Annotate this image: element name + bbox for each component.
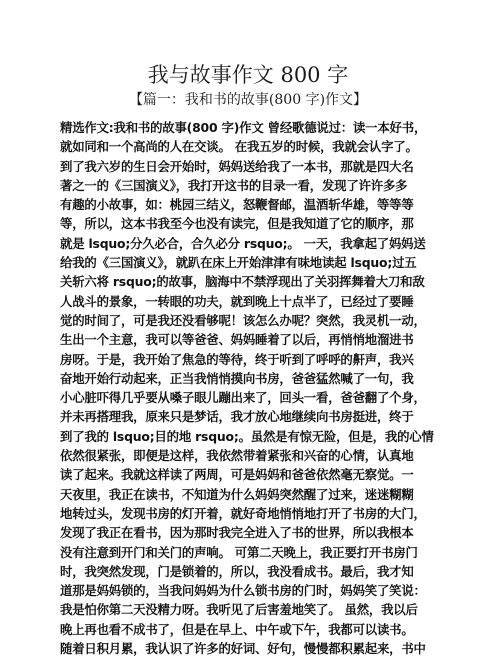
body-line: 并未再搭理我，原来只是梦话，我才放心地继续向书房挺进，终于	[60, 409, 414, 425]
body-line: 到了我六岁的生日会开始时，妈妈送给我了一本书，那就是四大名	[60, 158, 414, 174]
body-line: 读了起来。我就这样读了两周，可是妈妈和爸爸依然毫无察觉。一	[60, 467, 414, 483]
body-line: 时，我突然发现，门是锁着的，所以，我没看成书。最后，我才知	[60, 563, 414, 579]
body-line: 就是 lsquo;分久必合，合久必分 rsquo;。 一天，我拿起了妈妈送	[60, 235, 426, 251]
body-line: 随着日积月累，我认识了许多的好词、好句，慢慢都积累起来，书中	[60, 641, 426, 657]
body-line: 我是怕你第二天没精力呀。我听见了后害羞地笑了。 虽然，我以后	[60, 602, 418, 618]
article-body	[60, 118, 450, 658]
body-line: 著之一的《三国演义》，我打开这书的目录一看，发现了许许多多	[60, 177, 408, 193]
body-line: 地转过头，发现书房的灯开着，就好奇地悄悄地打开了书房的大门，	[60, 505, 426, 521]
body-line: 小心脏吓得几乎要从嗓子眼儿蹦出来了，回头一看，爸爸翻了个身，	[60, 390, 426, 406]
article-title: 我与故事作文 800 字	[147, 63, 349, 87]
body-line: 等，所以，这本书我至今也没有读完，但是我知道了它的顺序，那	[60, 216, 414, 232]
body-line: 精选作文:我和书的故事(800 字)作文 曾经歌德说过：读一本好书，	[60, 120, 427, 135]
body-line: 晚上再也看不成书了，但是在早上、中午或下午，我都可以读书。	[60, 621, 414, 637]
body-line: 给我的《三国演义》，就趴在床上开始津津有味地读起 lsquo;过五	[60, 255, 417, 271]
body-line: 生出一个主意，我可以等爸爸、妈妈睡着了以后，再悄悄地溜进书	[60, 332, 414, 348]
body-line: 到了我的 lsquo;目的地 rsquo;。虽然是有惊无险，但是，我的心情	[60, 428, 434, 444]
body-line: 没有注意到开门和关门的声响。 可第二天晚上，我正要打开书房门	[60, 544, 418, 560]
body-line: 依然很紧张，即便是这样，我依然带着紧张和兴奋的心情，认真地	[60, 448, 414, 464]
article-subtitle: 【篇一：我和书的故事(800 字)作文】	[128, 92, 368, 108]
body-line: 就如同和一个高尚的人在交谈。 在我五岁的时候，我就会认字了。	[60, 139, 418, 155]
body-line: 觉的时间了，可是我还没看够呢！该怎么办呢？突然，我灵机一动，	[60, 312, 426, 328]
body-line: 天夜里，我正在读书，不知道为什么妈妈突然醒了过来，迷迷糊糊	[60, 486, 414, 502]
body-line: 房呀。于是，我开始了焦急的等待，终于听到了呼呼的鼾声，我兴	[60, 351, 414, 367]
body-line: 发现了我正在看书，因为那时我完全进入了书的世界，所以我根本	[60, 525, 414, 541]
body-line: 道那是妈妈锁的，当我问妈妈为什么锁书房的门时，妈妈笑了笑说：	[60, 583, 426, 599]
body-line: 人战斗的景象，一转眼的功夫，就到晚上十点半了，已经过了要睡	[60, 293, 414, 309]
body-line: 有趣的小故事，如：桃园三结义，怒鞭督邮，温酒斩华雄，等等等	[60, 197, 414, 213]
body-line: 关斩六将 rsquo;的故事，脑海中不禁浮现出了关羽挥舞着大刀和敌	[60, 274, 425, 290]
body-line: 奋地开始行动起来，正当我悄悄摸向书房，爸爸猛然喊了一句，我	[60, 370, 414, 386]
